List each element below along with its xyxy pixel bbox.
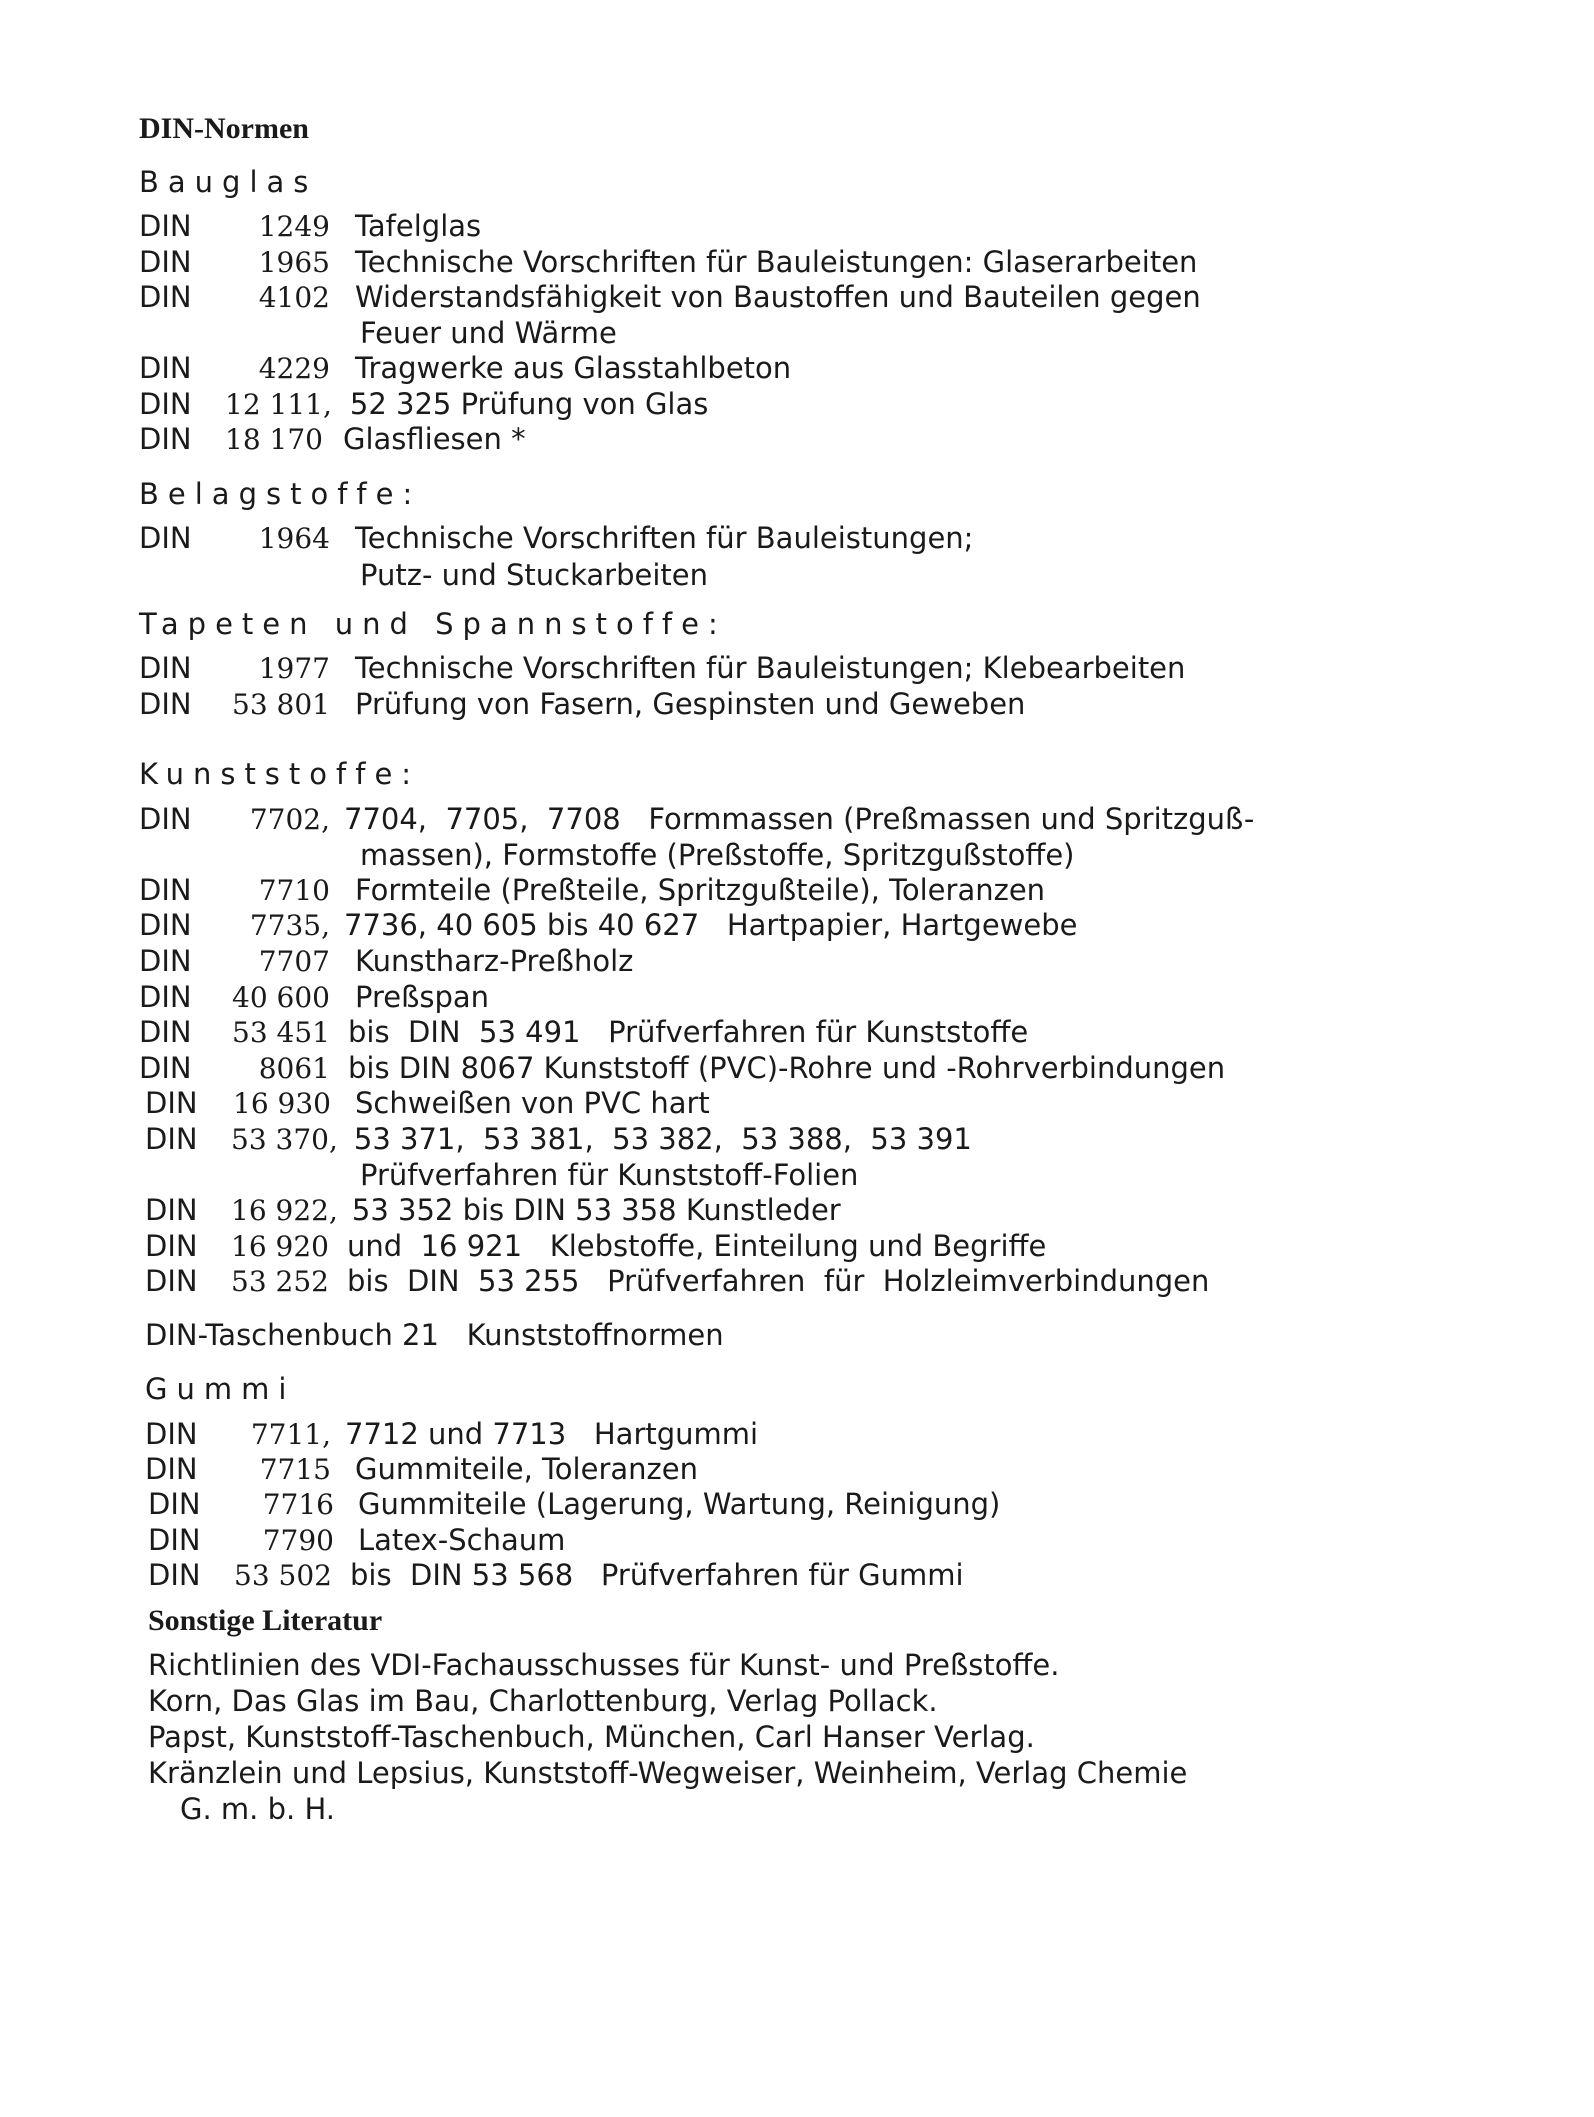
din-description: Preßspan — [355, 980, 490, 1014]
entry-din-16922 — [145, 1192, 841, 1229]
din-number: 7716 — [262, 1488, 334, 1521]
entry-din-1964 — [139, 520, 973, 557]
din-label: DIN — [139, 245, 192, 279]
din-number: 53 801 — [232, 688, 330, 721]
din-number: 7710 — [258, 874, 330, 907]
din-number: 7715 — [259, 1453, 331, 1486]
din-number: 7702, — [249, 803, 330, 836]
din-description: und 16 921 Klebstoffe, Einteilung und Begriffe — [346, 1229, 1047, 1263]
entry-din-18170 — [139, 421, 526, 458]
din-number: 1977 — [258, 652, 330, 685]
literature-item: Richtlinien des VDI-Fachausschusses für Kunst- und Preßstoffe. — [148, 1648, 1060, 1682]
din-number: 7735, — [249, 909, 330, 942]
entry-din-4102 — [139, 279, 1201, 316]
din-number: 53 370, — [231, 1123, 338, 1156]
literature-heading: Sonstige Literatur — [148, 1604, 383, 1637]
din-number: 40 600 — [232, 981, 330, 1014]
entry-din-1965 — [139, 244, 1197, 281]
din-label: DIN — [139, 387, 192, 421]
din-7702-continuation: massen), Formstoffe (Preßstoffe, Spritzgußstoffe) — [360, 838, 1075, 872]
din-label: DIN — [139, 687, 192, 721]
din-1964-continuation: Putz- und Stuckarbeiten — [360, 558, 708, 592]
entry-din-8061 — [139, 1050, 1225, 1087]
din-description: 52 325 Prüfung von Glas — [349, 387, 709, 421]
din-normen-heading: DIN-Normen — [139, 112, 309, 145]
din-number: 16 920 — [231, 1230, 329, 1263]
din-number: 53 252 — [231, 1265, 329, 1298]
din-label: DIN — [139, 980, 192, 1014]
entry-din-40600 — [139, 979, 489, 1016]
din-number: 53 451 — [232, 1016, 330, 1049]
din-description: bis DIN 53 568 Prüfverfahren für Gummi — [349, 1558, 964, 1592]
din-label: DIN — [145, 1452, 198, 1486]
din-label: DIN — [139, 422, 192, 456]
din-label: DIN — [139, 651, 192, 685]
din-description: Kunstharz-Preßholz — [355, 944, 634, 978]
entry-din-7702 — [139, 801, 1254, 838]
din-number: 16 930 — [233, 1087, 331, 1120]
din-number: 12 111, — [225, 388, 332, 421]
entry-din-16920 — [145, 1228, 1046, 1265]
din-description: Technische Vorschriften für Bauleistungen: Glaserarbeiten — [355, 245, 1198, 279]
din-description: 7736, 40 605 bis 40 627 Hartpapier, Hartgewebe — [344, 908, 1078, 942]
literature-item: Kränzlein und Lepsius, Kunststoff-Wegweiser, Weinheim, Verlag Chemie — [148, 1756, 1188, 1790]
din-number: 1965 — [258, 246, 330, 279]
din-description: Formteile (Preßteile, Spritzgußteile), Toleranzen — [355, 873, 1046, 907]
din-description: 7712 und 7713 Hartgummi — [345, 1417, 759, 1451]
din-label: DIN — [145, 1122, 198, 1156]
entry-din-53502 — [148, 1557, 964, 1594]
section-title-bauglas: Bauglas — [139, 165, 318, 199]
din-description: bis DIN 53 255 Prüfverfahren für Holzleimverbindungen — [346, 1264, 1210, 1298]
entry-din-16930 — [145, 1085, 710, 1122]
din-description: Prüfung von Fasern, Gespinsten und Geweben — [355, 687, 1026, 721]
din-description: Schweißen von PVC hart — [355, 1086, 710, 1120]
din-label: DIN — [145, 1086, 198, 1120]
din-label: DIN — [145, 1264, 198, 1298]
din-description: Tragwerke aus Glasstahlbeton — [355, 351, 792, 385]
din-number: 7790 — [262, 1524, 334, 1557]
din-description: Glasfliesen * — [342, 422, 526, 456]
din-label: DIN — [139, 351, 192, 385]
din-number: 8061 — [258, 1052, 330, 1085]
din-description: 53 371, 53 381, 53 382, 53 388, 53 391 — [353, 1122, 972, 1156]
din-label: DIN — [148, 1487, 201, 1521]
din-description: Gummiteile (Lagerung, Wartung, Reinigung) — [358, 1487, 1001, 1521]
din-label: DIN — [139, 873, 192, 907]
din-description: Gummiteile, Toleranzen — [355, 1452, 698, 1486]
din-description: 7704, 7705, 7708 Formmassen (Preßmassen und Spritzguß- — [344, 802, 1255, 836]
entry-din-7707 — [139, 943, 633, 980]
din-4102-continuation: Feuer und Wärme — [360, 316, 617, 350]
din-label: DIN — [139, 280, 192, 314]
din-label: DIN — [145, 1229, 198, 1263]
din-label: DIN — [145, 1193, 198, 1227]
entry-din-4229 — [139, 350, 791, 387]
din-description: Latex-Schaum — [358, 1523, 566, 1557]
section-title-kunststoffe: Kunststoffe: — [139, 757, 421, 791]
entry-din-7715 — [145, 1451, 698, 1488]
din-number: 1964 — [258, 522, 330, 555]
din-label: DIN — [145, 1417, 198, 1451]
section-title-belagstoffe: Belagstoffe: — [139, 477, 422, 511]
din-label: DIN — [139, 1051, 192, 1085]
din-number: 53 502 — [234, 1559, 332, 1592]
din-number: 7711, — [250, 1418, 331, 1451]
din-53370-continuation: Prüfverfahren für Kunststoff-Folien — [360, 1158, 859, 1192]
entry-din-1977 — [139, 650, 1185, 687]
din-taschenbuch: DIN-Taschenbuch 21 Kunststoffnormen — [145, 1318, 724, 1352]
entry-din-1249 — [139, 208, 481, 245]
din-number: 18 170 — [225, 423, 323, 456]
din-label: DIN — [148, 1558, 201, 1592]
entry-din-7716 — [148, 1486, 1000, 1523]
din-description: Widerstandsfähigkeit von Baustoffen und Bauteilen gegen — [355, 280, 1201, 314]
entry-din-7735 — [139, 907, 1078, 944]
literature-item: Papst, Kunststoff-Taschenbuch, München, Carl Hanser Verlag. — [148, 1720, 1035, 1754]
din-description: 53 352 bis DIN 53 358 Kunstleder — [351, 1193, 841, 1227]
entry-din-53451 — [139, 1014, 1028, 1051]
entry-din-53801 — [139, 686, 1025, 723]
literature-item: Korn, Das Glas im Bau, Charlottenburg, Verlag Pollack. — [148, 1684, 938, 1718]
din-number: 4102 — [258, 281, 330, 314]
section-title-tapeten: Tapeten und Spannstoffe: — [139, 607, 727, 641]
din-label: DIN — [148, 1523, 201, 1557]
din-description: bis DIN 53 491 Prüfverfahren für Kunststoffe — [348, 1015, 1029, 1049]
din-number: 16 922, — [231, 1194, 338, 1227]
din-label: DIN — [139, 908, 192, 942]
entry-din-53252 — [145, 1263, 1209, 1300]
din-description: Tafelglas — [355, 209, 482, 243]
din-number: 1249 — [258, 210, 330, 243]
din-label: DIN — [139, 209, 192, 243]
section-title-gummi: Gummi — [145, 1372, 296, 1406]
din-number: 7707 — [258, 945, 330, 978]
din-label: DIN — [139, 521, 192, 555]
entry-din-7711 — [145, 1416, 758, 1453]
din-description: Technische Vorschriften für Bauleistungen; Klebearbeiten — [355, 651, 1186, 685]
literature-item-continuation: G. m. b. H. — [180, 1792, 335, 1826]
din-label: DIN — [139, 944, 192, 978]
entry-din-7790 — [148, 1522, 565, 1559]
din-label: DIN — [139, 1015, 192, 1049]
din-description: bis DIN 8067 Kunststoff (PVC)-Rohre und -Rohrverbindungen — [348, 1051, 1226, 1085]
entry-din-7710 — [139, 872, 1045, 909]
din-label: DIN — [139, 802, 192, 836]
entry-din-12111 — [139, 386, 708, 423]
entry-din-53370 — [145, 1121, 972, 1158]
din-number: 4229 — [258, 352, 330, 385]
din-description: Technische Vorschriften für Bauleistungen; — [355, 521, 974, 555]
